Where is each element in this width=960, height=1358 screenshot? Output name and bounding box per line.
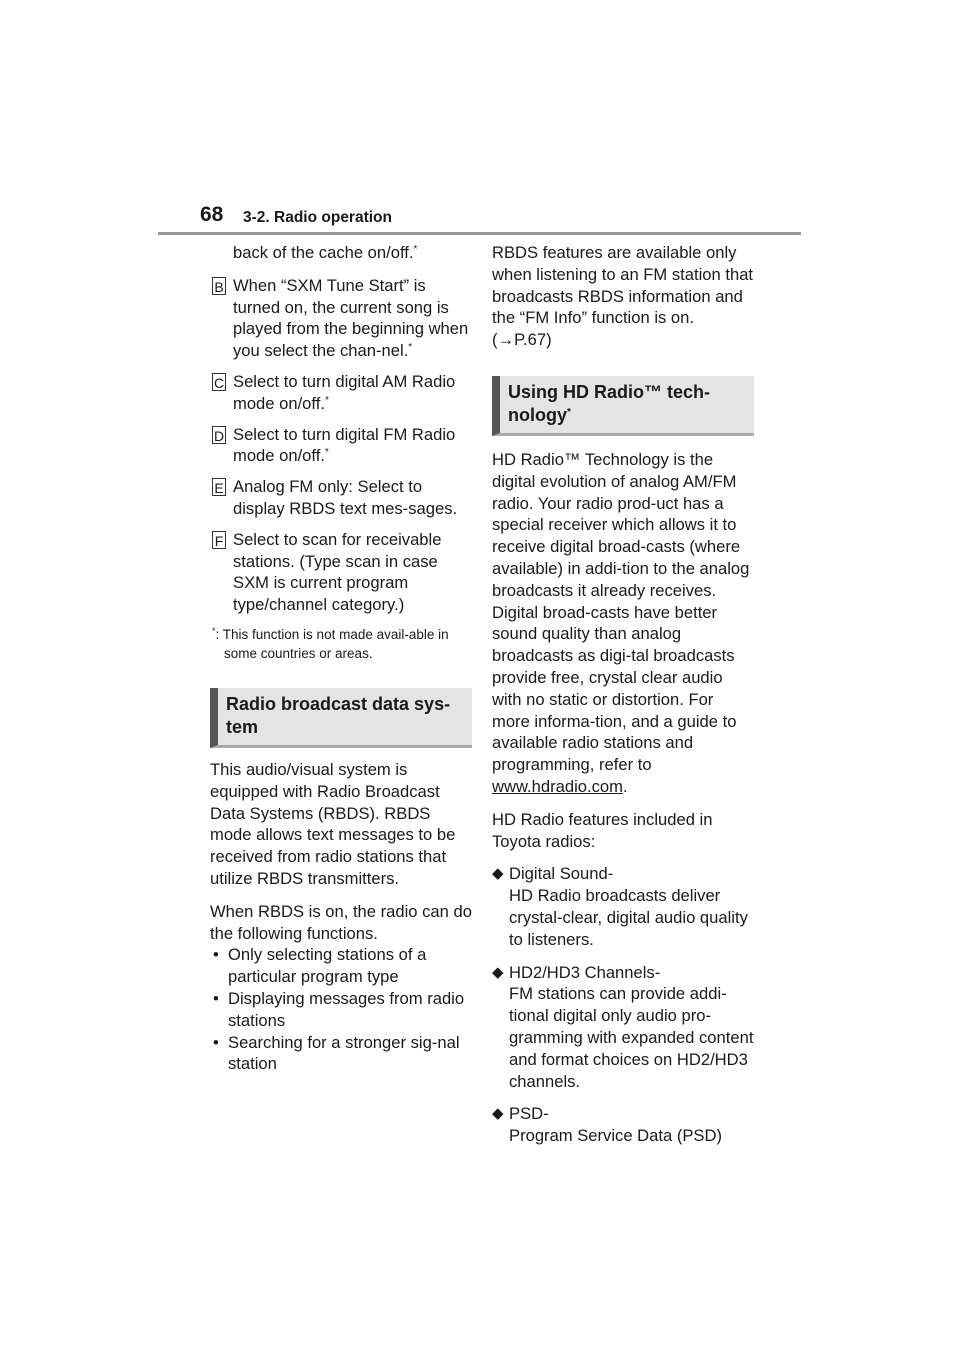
left-column — [210, 242, 472, 1075]
feature-description: HD Radio broadcasts deliver crystal-clear, digital audio quality to listeners. — [509, 886, 748, 949]
paragraph-text: ) — [546, 330, 552, 350]
item-text: Analog FM only: Select to display RBDS text mes-sages. — [233, 477, 458, 518]
item-label-badge: B — [212, 277, 226, 295]
section-heading-rbds: Radio broadcast data sys-tem — [210, 688, 472, 748]
item-label-badge: F — [212, 531, 226, 549]
list-item — [210, 476, 472, 520]
diamond-icon: ◆ — [492, 865, 504, 883]
continued-item — [210, 242, 472, 264]
feature-item — [492, 962, 754, 1093]
bullet-item — [210, 944, 472, 988]
page-number: 68 — [200, 203, 224, 226]
item-text: Select to scan for receivable stations. (Type scan in case SXM is current program type/channel category.) — [233, 529, 442, 615]
diamond-icon: ◆ — [492, 963, 504, 981]
paragraph: This audio/visual system is equipped with Radio Broadcast Data Systems (RBDS). RBDS mode allows text messages to be received from radio stations that utilize RBDS transmitters. — [210, 759, 456, 888]
bullet-text: Only selecting stations of a particular program type — [228, 945, 427, 987]
section-header: 3-2. Radio operation — [243, 209, 392, 226]
paragraph: HD Radio features included in Toyota radios: — [492, 809, 713, 851]
list-item — [210, 275, 472, 362]
diamond-icon: ◆ — [492, 1105, 504, 1123]
section-heading-text: Using HD Radio™ tech-nology — [508, 381, 711, 425]
paragraph — [492, 242, 754, 351]
list-item — [210, 529, 472, 616]
bullet-item — [210, 1032, 472, 1076]
bullet-mark: • — [213, 988, 219, 1008]
footnote-mark: * — [567, 406, 571, 418]
right-column — [492, 242, 754, 1158]
footnote-text: : This function is not made avail-able in some countries or areas. — [215, 626, 449, 661]
feature-title: Digital Sound- — [509, 864, 614, 884]
item-text: When “SXM Tune Start” is turned on, the current song is played from the beginning when you select the chan-nel. — [233, 275, 469, 361]
paragraph: When RBDS is on, the radio can do the following functions. — [210, 901, 472, 943]
footnote-mark: * — [324, 447, 329, 459]
item-label-badge: D — [213, 427, 225, 444]
item-text: Select to turn digital AM Radio mode on/off. — [233, 371, 456, 413]
header-rule — [158, 232, 801, 235]
hdradio-link[interactable]: www.hdradio.com — [492, 776, 623, 796]
feature-description: Program Service Data (PSD) — [509, 1126, 723, 1146]
arrow-icon: → — [497, 330, 515, 350]
footnote-mark: * — [413, 244, 418, 255]
bullet-mark: • — [213, 945, 219, 965]
list-item — [210, 371, 472, 415]
footnote-mark: * — [212, 625, 216, 636]
item-label-badge: E — [212, 478, 226, 496]
item-text: Select to turn digital FM Radio mode on/off. — [233, 424, 456, 466]
paragraph-text: HD Radio™ Technology is the digital evolution of analog AM/FM radio. Your radio prod-uct has a special receiver which allows it to receive digital broad-casts (where available) in addi-tion to the analog broadcasts it already receives. Digital broad-casts have better sound quality than analog broadcasts as digi-tal broadcasts provide free, crystal clear audio with no static or distortion. For more informa-tion, and a guide to available radio stations and programming, refer to — [492, 449, 750, 775]
section-heading-hd-radio — [492, 376, 754, 436]
feature-title: HD2/HD3 Channels- — [509, 962, 661, 982]
bullet-text: Displaying messages from radio stations — [228, 988, 465, 1030]
footnote — [210, 625, 472, 663]
footnote-mark: * — [324, 394, 329, 406]
footnote-mark: * — [408, 342, 413, 354]
paragraph — [492, 449, 754, 798]
bullet-item — [210, 988, 472, 1032]
page-reference: P.67 — [514, 330, 547, 350]
bullet-list — [210, 944, 472, 1075]
list-item — [210, 424, 472, 468]
item-text: back of the cache on/off. — [233, 243, 414, 262]
bullet-mark: • — [213, 1032, 219, 1052]
feature-item — [492, 863, 754, 950]
feature-description: FM stations can provide addi-tional digital only audio pro-gramming with expanded content and format choices on HD2/HD3 channels. — [509, 984, 754, 1091]
paragraph-text: . — [622, 776, 628, 796]
bullet-text: Searching for a stronger sig-nal station — [228, 1032, 460, 1074]
feature-title: PSD- — [509, 1104, 549, 1124]
feature-item — [492, 1103, 754, 1147]
paragraph-text: RBDS features are available only when listening to an FM station that broadcasts RBDS information and the “FM Info” function is on. ( — [492, 243, 754, 350]
item-label-badge: C — [213, 374, 225, 391]
